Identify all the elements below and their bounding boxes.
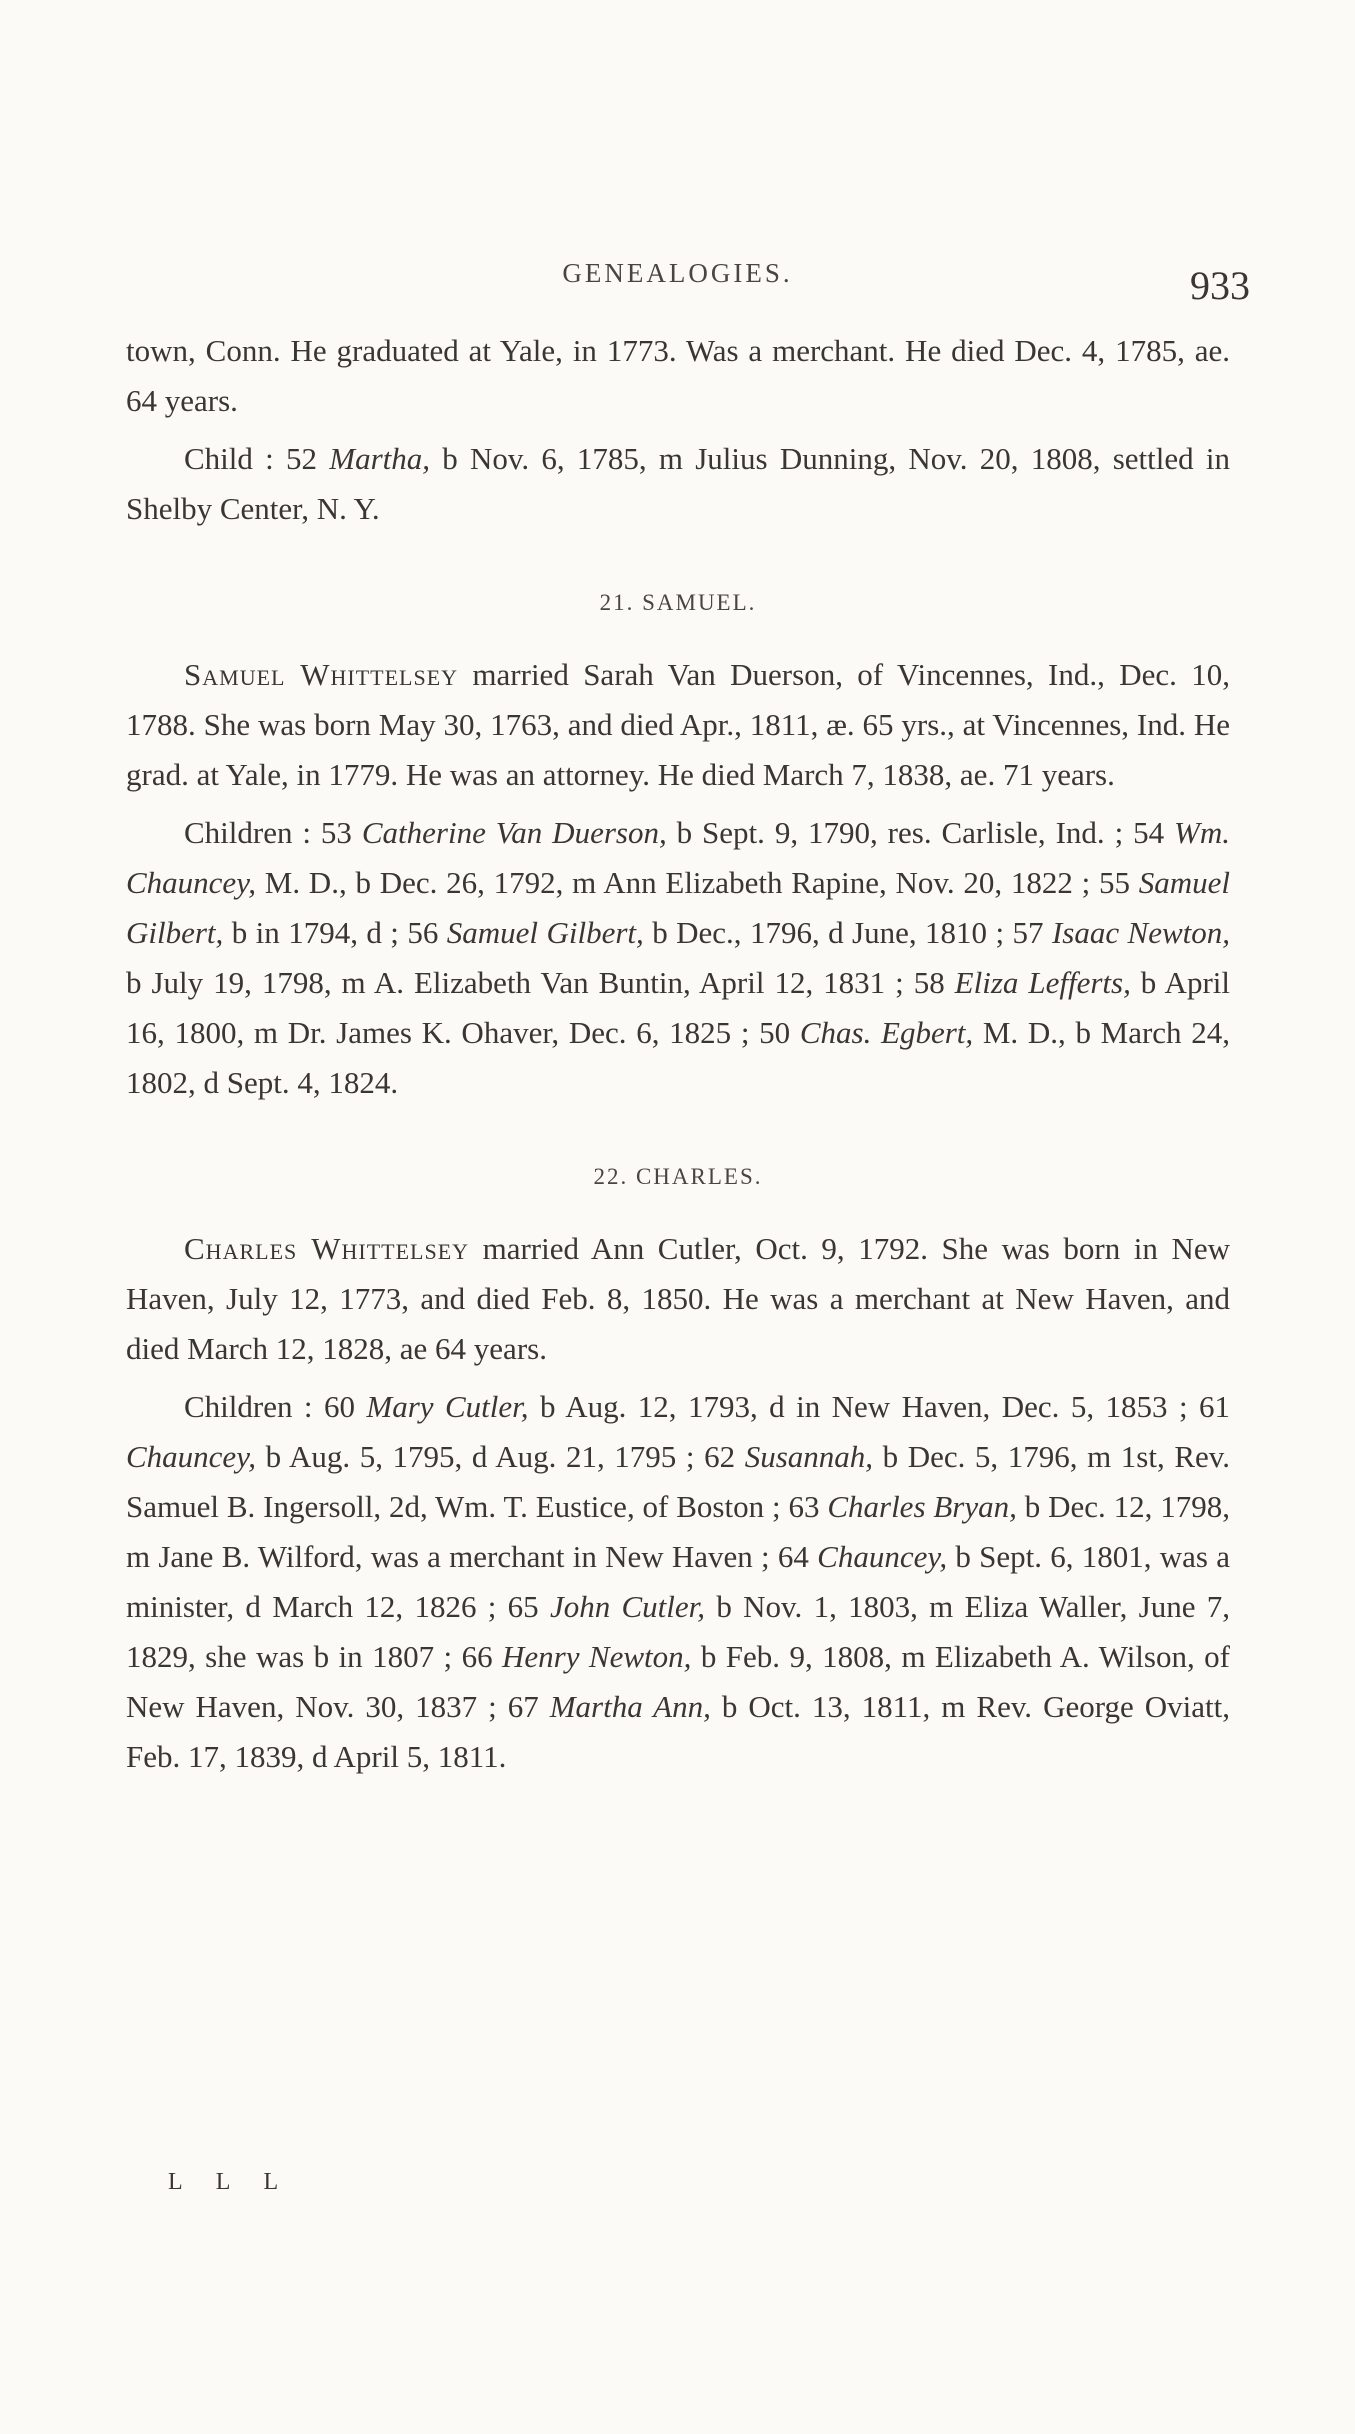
child-name: Chauncey,	[126, 1439, 256, 1474]
child-details: M. D., b Dec. 26, 1792, m Ann Elizabeth Rapine, Nov. 20, 1822 ; 55	[256, 865, 1139, 900]
children-lead: Children : 53	[184, 815, 362, 850]
running-head: GENEALOGIES.	[562, 258, 793, 288]
child-name: Eliza Lefferts,	[954, 965, 1131, 1000]
continuation-paragraph	[126, 326, 1230, 426]
child-details: b Nov. 6, 1785, m Julius Dunning, Nov. 20, 1808, settled in Shelby Center, N. Y.	[126, 441, 1231, 526]
continuation-text: town, Conn. He graduated at Yale, in 1773. Was a merchant. He died Dec. 4, 1785, ae. 64 years.	[126, 333, 1230, 418]
child-name: Susannah,	[744, 1439, 874, 1474]
person-name: Charles Whittelsey	[184, 1231, 470, 1266]
child-details: b Sept. 6, 1801, was a minister, d March 12, 1826 ; 65	[126, 1539, 1230, 1624]
child-details: b April 16, 1800, m Dr. James K. Ohaver, Dec. 6, 1825 ; 50	[126, 965, 1230, 1050]
child-name: Samuel Gilbert,	[446, 915, 644, 950]
children-lead: Children : 60	[184, 1389, 367, 1424]
samuel-children-paragraph	[126, 808, 1230, 1108]
section-heading-samuel: 21. SAMUEL.	[599, 590, 757, 615]
child-name: Catherine Van Duerson,	[361, 815, 667, 850]
child-details: b July 19, 1798, m A. Elizabeth Van Buntin, April 12, 1831 ; 58	[126, 965, 955, 1000]
child-name: Samuel Gilbert,	[126, 865, 1230, 950]
child-name: Isaac Newton,	[1051, 915, 1231, 950]
samuel-intro-paragraph	[126, 650, 1230, 800]
child-details: b Oct. 13, 1811, m Rev. George Oviatt, Feb. 17, 1839, d April 5, 1811.	[126, 1689, 1230, 1774]
person-name: Samuel Whittelsey	[184, 657, 459, 692]
child-lead: Child : 52	[184, 441, 330, 476]
body-text	[126, 326, 1230, 1782]
child-name: Martha,	[329, 441, 431, 476]
charles-intro-paragraph	[126, 1224, 1230, 1374]
section-heading-charles: 22. CHARLES.	[593, 1164, 763, 1189]
child-name: John Cutler,	[549, 1589, 706, 1624]
child-details: b Feb. 9, 1808, m Elizabeth A. Wilson, of New Haven, Nov. 30, 1837 ; 67	[126, 1639, 1230, 1724]
person-details: married Ann Cutler, Oct. 9, 1792. She was born in New Haven, July 12, 1773, and died Feb. 8, 1850. He was a merchant at New Haven, and died March 12, 1828, ae 64 years.	[126, 1231, 1230, 1366]
child-name: Wm. Chauncey,	[126, 815, 1230, 900]
page-number: 933	[1190, 263, 1250, 308]
person-details: married Sarah Van Duerson, of Vincennes, Ind., Dec. 10, 1788. She was born May 30, 1763, and died Apr., 1811, æ. 65 yrs., at Vincennes, Ind. He grad. at Yale, in 1779. He was an attorney. He died March 7, 1838, ae. 71 years.	[126, 657, 1230, 792]
child-details: b Aug. 12, 1793, d in New Haven, Dec. 5, 1853 ; 61	[528, 1389, 1230, 1424]
child-details: b Nov. 1, 1803, m Eliza Waller, June 7, 1829, she was b in 1807 ; 66	[126, 1589, 1231, 1674]
child-name: Henry Newton,	[502, 1639, 692, 1674]
child-name: Charles Bryan,	[827, 1489, 1017, 1524]
charles-children-paragraph	[126, 1382, 1230, 1782]
signature-mark: L L L	[168, 2169, 293, 2195]
child-paragraph	[126, 434, 1230, 534]
child-name: Martha Ann,	[549, 1689, 711, 1724]
child-details: b Dec. 12, 1798, m Jane B. Wilford, was a merchant in New Haven ; 64	[126, 1489, 1231, 1574]
child-details: M. D., b March 24, 1802, d Sept. 4, 1824.	[126, 1015, 1231, 1100]
child-details: b Sept. 9, 1790, res. Carlisle, Ind. ; 54	[666, 815, 1175, 850]
child-details: b Aug. 5, 1795, d Aug. 21, 1795 ; 62	[256, 1439, 745, 1474]
child-details: b Dec., 1796, d June, 1810 ; 57	[643, 915, 1052, 950]
child-details: b in 1794, d ; 56	[223, 915, 447, 950]
child-name: Chauncey,	[817, 1539, 948, 1574]
child-name: Chas. Egbert,	[799, 1015, 974, 1050]
child-name: Mary Cutler,	[366, 1389, 529, 1424]
child-details: b Dec. 5, 1796, m 1st, Rev. Samuel B. Ingersoll, 2d, Wm. T. Eustice, of Boston ; 63	[126, 1439, 1230, 1524]
